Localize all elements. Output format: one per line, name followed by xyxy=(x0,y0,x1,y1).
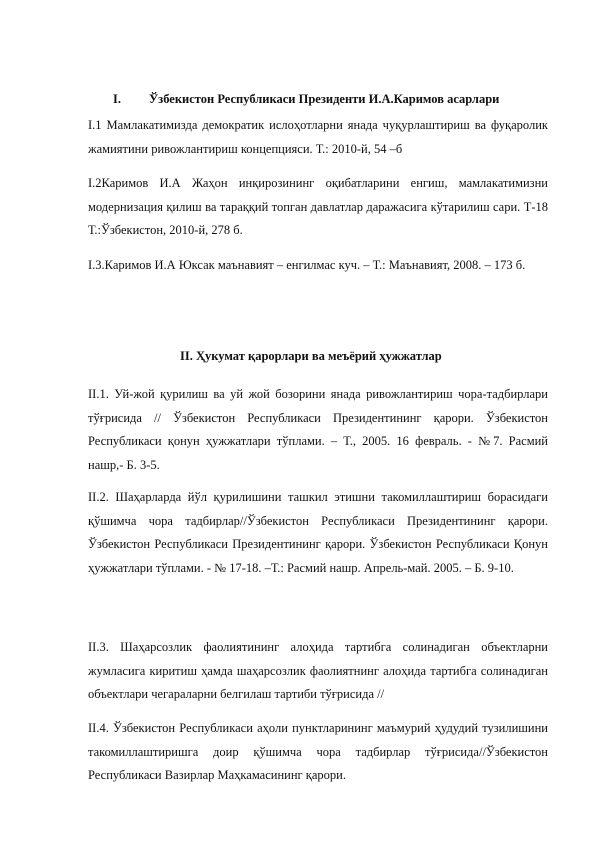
section-1-title: Ўзбекистон Республикаси Президенти И.А.Каримов асарлари xyxy=(149,92,500,106)
section-1-heading xyxy=(113,92,499,107)
reference-entry-ii1: II.1. Уй-жой қурилиш ва уй жой бозорини янада ривожлантириш чора-тадбирлари тўғрисида // Ўзбекистон Республикаси Президентининг қарори. Ўзбекистон Республикаси қонун ҳужжатлари тўплами. – Т., 2005. 16 февраль. - №7. Расмий нашр,- Б. 3-5. xyxy=(88,387,548,472)
reference-entry-i1: I.1 Мамлакатимизда демократик ислоҳотларни янада чуқурлаштириш ва фуқаролик жамиятини ривожлантириш концепцияси. Т.: 2010-й, 54 –б xyxy=(88,118,548,156)
reference-entry-ii4: II.4. Ўзбекистон Республикаси аҳоли пунктларининг маъмурий ҳудудий тузилишини такомиллаштиришга доир қўшимча чора тадбирлар тўғрисида//Ўзбекистон Республикаси Вазирлар Маҳкамасининг қарори. xyxy=(88,721,548,782)
reference-entry-ii3: II.3. Шаҳарсозлик фаолиятининг алоҳида тартибга солинадиган объектларни жумласига киритиш ҳамда шаҳарсозлик фаолиятнинг алоҳида тартибга солинадиган объектлари чегараларни белгилаш тартиби тўғрисида // xyxy=(88,640,548,701)
reference-entry-ii2: II.2. Шаҳарларда йўл қурилишини ташкил этишни такомиллаштириш борасидаги қўшимча чора тадбирлар//Ўзбекистон Республикаси Президентининг қарори. Ўзбекистон Республикаси Президентининг қарори. Ўзбекистон Республикаси Қонун ҳужжатлари тўплами. - № 17-18. –Т.: Расмий нашр. Апрель-май. 2005. – Б. 9-10. xyxy=(88,490,548,575)
section-1-number: I. xyxy=(113,92,121,106)
reference-entry-i3: I.3.Каримов И.А Юксак маънавият – енгилмас куч. – Т.: Маънавият, 2008. – 173 б. xyxy=(88,258,526,272)
section-2-title: II. Ҳукумат қарорлари ва меъёрий ҳужжатлар xyxy=(180,349,442,363)
reference-entry-i2: I.2Каримов И.А Жаҳон инқирозининг оқибатларини енгиш, мамлакатимизни модернизация қилиш ва тараққий топган давлатлар даражасига кўтарилиш сари. Т-18 Т.:Ўзбекистон, 2010-й, 278 б. xyxy=(88,176,548,237)
